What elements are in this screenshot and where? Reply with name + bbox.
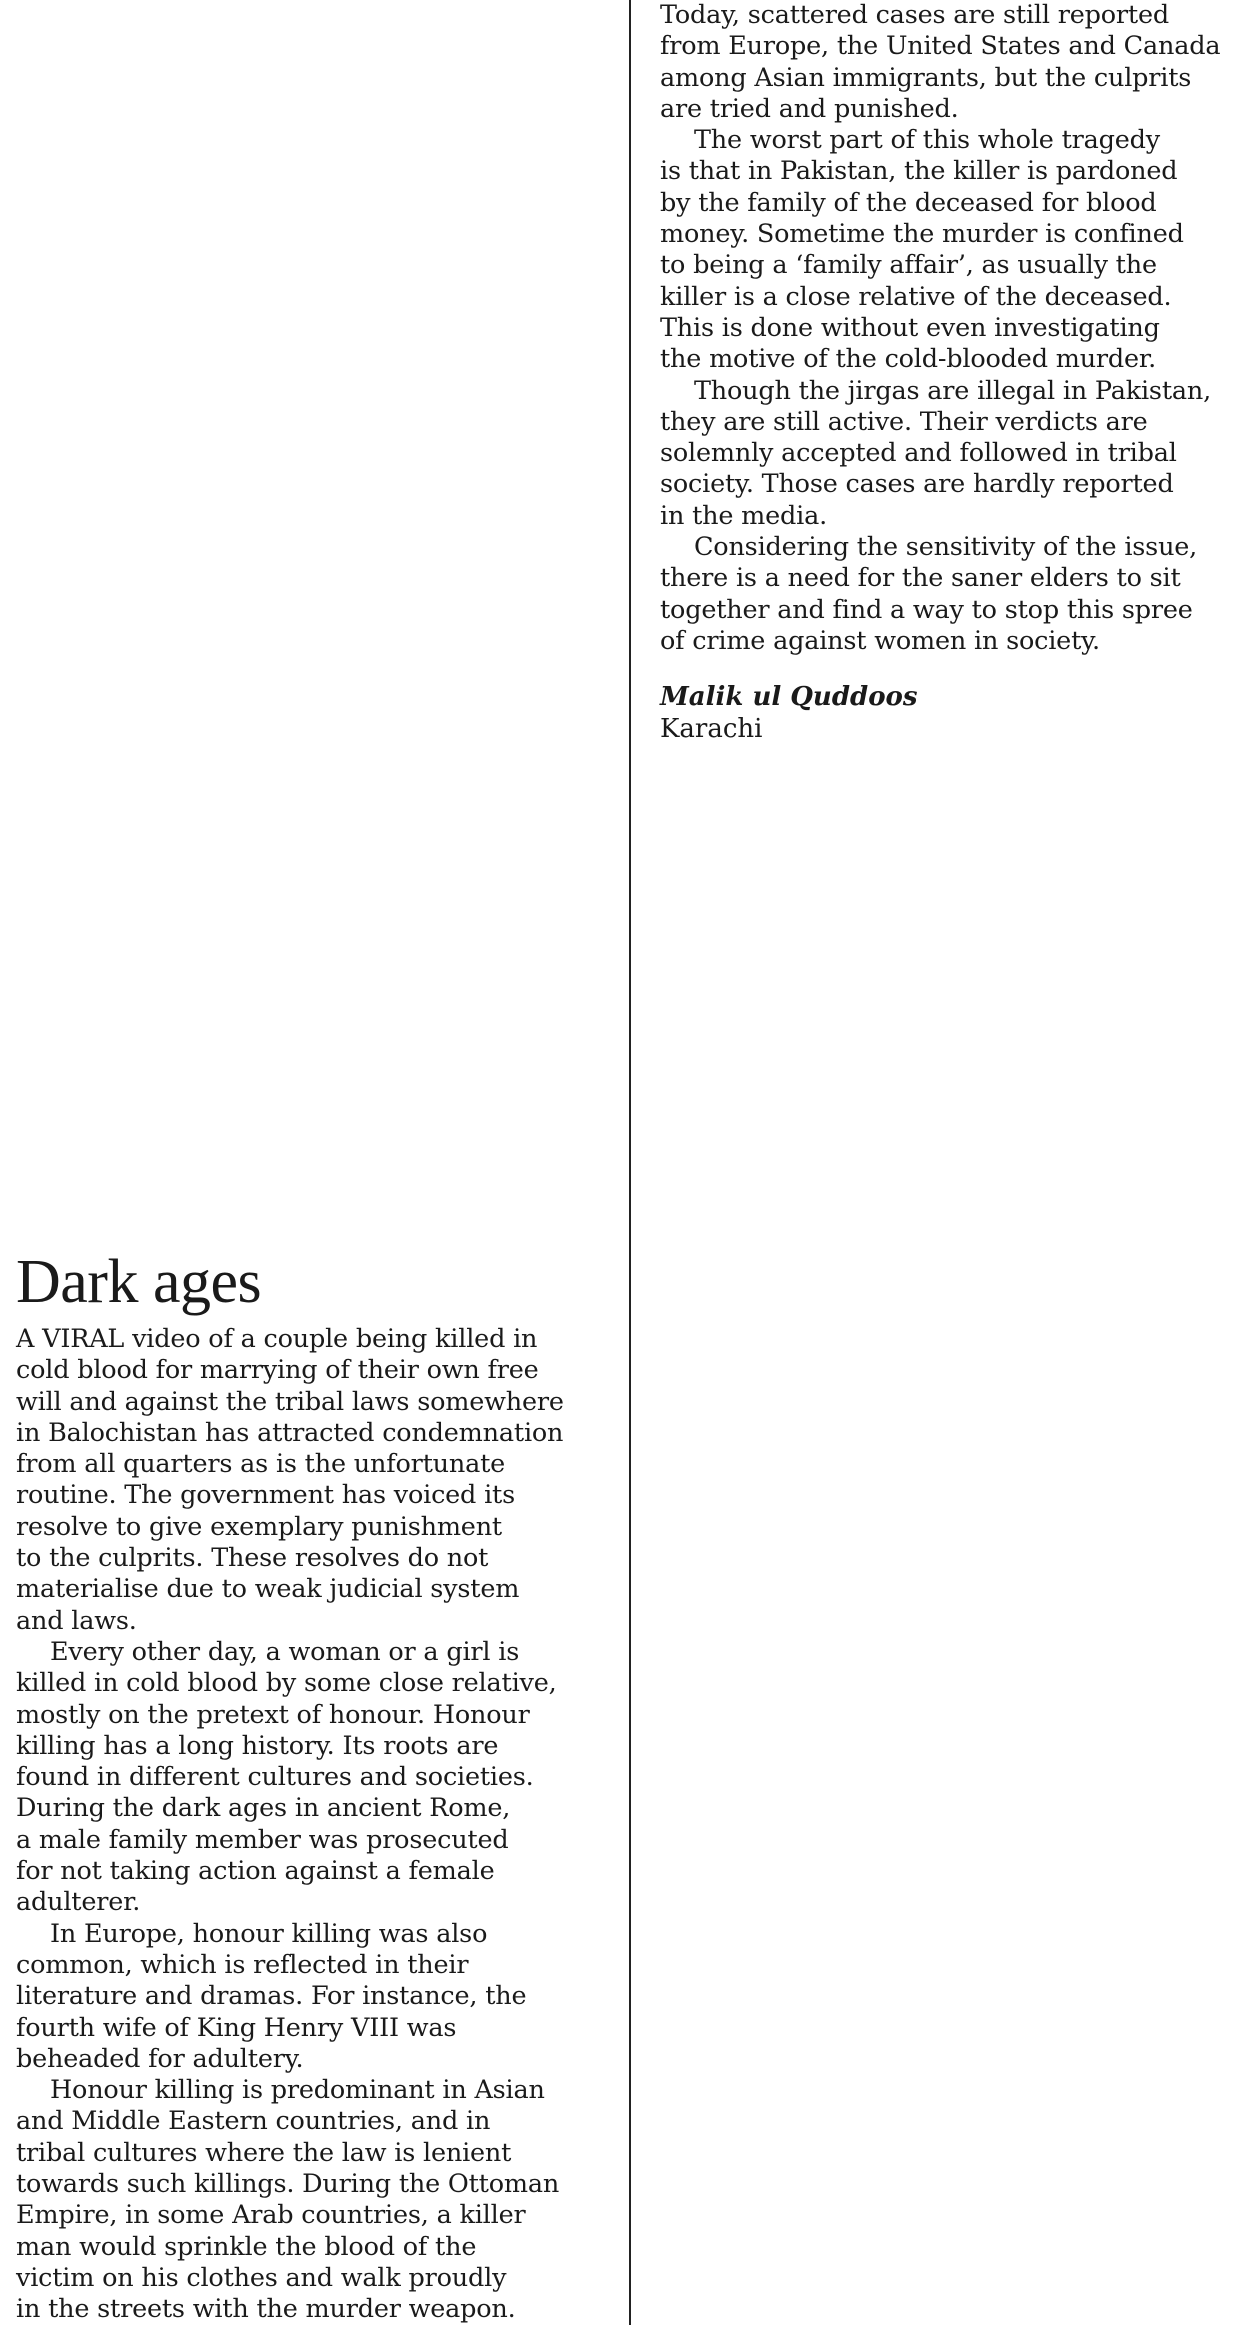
author-name: Malik ul Quddoos (660, 682, 918, 713)
right-paragraph-1: Today, scattered cases are still reported from Europe, the United States and Canada among Asian immigrants, but the culprits are tried and punished. (660, 0, 1221, 124)
author-city: Karachi (660, 714, 763, 745)
left-paragraph-2: Every other day, a woman or a girl is killed in cold blood by some close relative, mostly on the pretext of honour. Honour killing has a long history. Its roots are found in different cultures and societies. During the dark ages in ancient Rome, a male family member was prosecuted for not taking action against a female adulterer. (16, 1636, 557, 1918)
right-paragraph-3: Though the jirgas are illegal in Pakistan, they are still active. Their verdicts are solemnly accepted and followed in tribal society. Those cases are hardly reported in the media. (660, 375, 1212, 531)
right-paragraph-2: The worst part of this whole tragedy is that in Pakistan, the killer is pardoned by the family of the deceased for blood money. Sometime the murder is confined to being a ‘family affair’, as usually the killer is a close relative of the deceased. This is done without even investigating the motive of the cold-blooded murder. (660, 125, 1184, 375)
left-column (16, 1240, 616, 2326)
right-column (660, 0, 1255, 745)
right-paragraph-4: Considering the sensitivity of the issue, there is a need for the saner elders to sit together and find a way to stop this spree of crime against women in society. (660, 532, 1198, 656)
left-paragraph-3: In Europe, honour killing was also common, which is reflected in their literature and dramas. For instance, the fourth wife of King Henry VIII was beheaded for adultery. (16, 1918, 527, 2074)
left-paragraph-4: Honour killing is predominant in Asian and Middle Eastern countries, and in tribal cultures where the law is lenient towards such killings. During the Ottoman Empire, in some Arab countries, a killer man would sprinkle the blood of the victim on his clothes and walk proudly in the streets with the murder weapon. (16, 2075, 560, 2325)
column-divider (629, 0, 631, 2325)
article-headline: Dark ages (16, 1248, 262, 1316)
left-paragraph-1: A VIRAL video of a couple being killed in cold blood for marrying of their own free will and against the tribal laws somewhere in Balochistan has attracted condemnation from all quarters as is the unfortunate routine. The government has voiced its resolve to give exemplary punishment to the culprits. These resolves do not materialise due to weak judicial system and laws. (16, 1324, 564, 1636)
